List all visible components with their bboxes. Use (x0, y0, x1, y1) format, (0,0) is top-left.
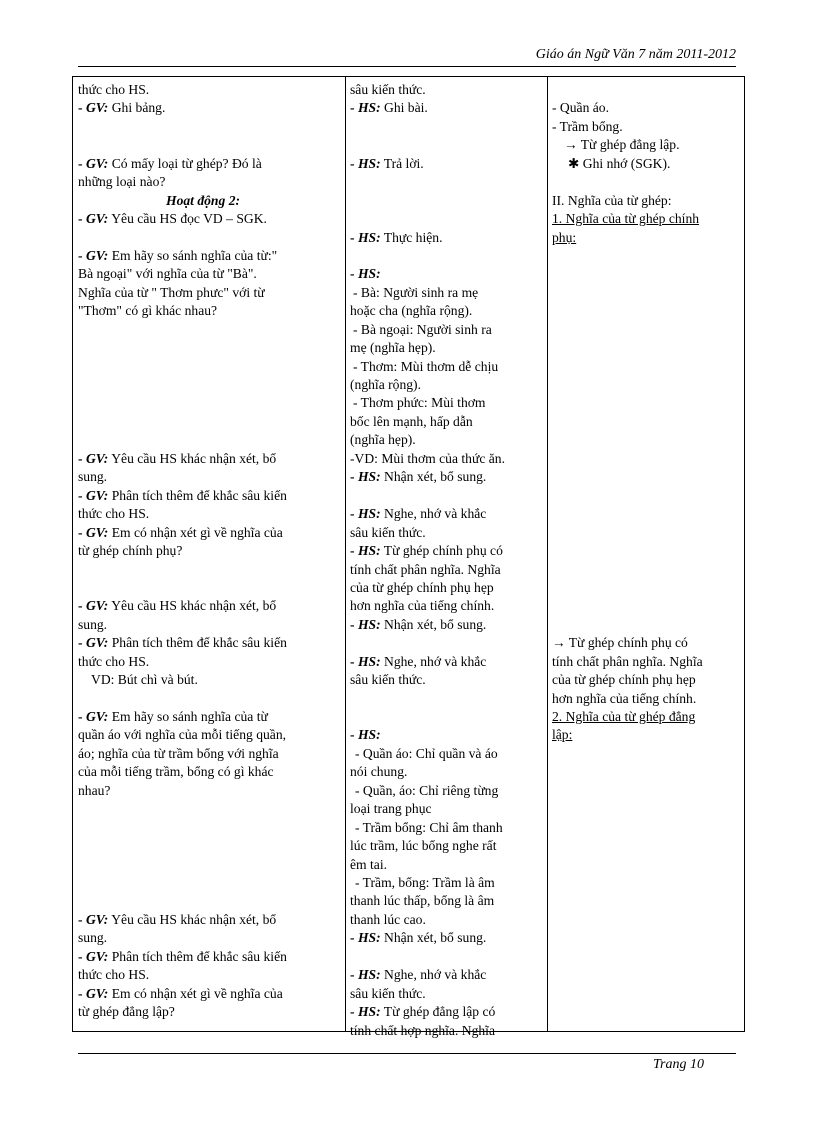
student-line: - Bà ngoại: Người sinh ra (353, 322, 492, 337)
teacher-line: thức cho HS. (78, 506, 150, 521)
subsection-heading: phụ: (552, 230, 577, 245)
subsection-heading: 2. Nghĩa của từ ghép đẳng (552, 709, 696, 724)
content-line: - Trầm bổng. (552, 119, 623, 134)
student-line: hoặc cha (nghĩa rộng). (350, 303, 473, 318)
teacher-line: - GV: Em có nhận xét gì về nghĩa của (78, 986, 283, 1001)
lesson-table (72, 76, 745, 1038)
teacher-line: nhau? (78, 783, 111, 798)
student-line: sâu kiến thức. (350, 672, 426, 687)
teacher-line: Nghĩa của từ " Thơm phưc" với từ (78, 285, 265, 300)
student-line: (nghĩa rộng). (350, 377, 421, 392)
page-number: Trang 10 (653, 1057, 704, 1072)
student-line: - HS: Từ ghép đẳng lập có (350, 1004, 496, 1019)
column-divider-1 (345, 77, 346, 1031)
student-line: - HS: Nhận xét, bổ sung. (350, 930, 487, 945)
student-line: tính chất phân nghĩa. Nghĩa (350, 562, 501, 577)
teacher-line: VD: Bút chì và bút. (91, 672, 198, 687)
teacher-line: quần áo với nghĩa của mỗi tiếng quần, (78, 727, 287, 742)
student-line: mẹ (nghĩa hẹp). (350, 340, 436, 355)
student-line: nói chung. (350, 764, 408, 779)
teacher-line: sung. (78, 469, 108, 484)
activity-heading: Hoạt động 2: (166, 193, 241, 208)
student-line: hơn nghĩa của tiếng chính. (350, 598, 495, 613)
teacher-line: - GV: Yêu cầu HS đọc VD – SGK. (78, 211, 267, 226)
content-line: → Từ ghép chính phụ có (552, 635, 688, 650)
content-line: hơn nghĩa của tiếng chính. (552, 691, 697, 706)
content-line: → Từ ghép đẳng lập. (564, 137, 680, 152)
student-line: - HS: Nhận xét, bổ sung. (350, 617, 487, 632)
subsection-heading: 1. Nghĩa của từ ghép chính (552, 211, 700, 226)
content-line: tính chất phân nghĩa. Nghĩa (552, 654, 703, 669)
student-line: - HS: Trả lời. (350, 156, 424, 171)
student-line: - Thơm phức: Mùi thơm (353, 395, 486, 410)
teacher-line: từ ghép đẳng lập? (78, 1004, 175, 1019)
student-line: - HS: Từ ghép chính phụ có (350, 543, 503, 558)
student-line: - HS: Ghi bài. (350, 100, 428, 115)
student-line: - HS: Nghe, nhớ và khắc (350, 967, 487, 982)
student-line: sâu kiến thức. (350, 986, 426, 1001)
teacher-line: - GV: Em hãy so sánh nghĩa của từ:" (78, 248, 278, 263)
teacher-line: thức cho HS. (78, 654, 150, 669)
teacher-line: áo; nghĩa của từ trầm bổng với nghĩa (78, 746, 279, 761)
student-line: - Trầm bổng: Chỉ âm thanh (355, 820, 503, 835)
student-line: - HS: Nhận xét, bổ sung. (350, 469, 487, 484)
student-line: - HS: Nghe, nhớ và khắc (350, 654, 487, 669)
teacher-line: "Thơm" có gì khác nhau? (78, 303, 218, 318)
student-line: thanh lúc thấp, bổng là âm (350, 893, 495, 908)
student-line: êm tai. (350, 857, 387, 872)
teacher-line: sung. (78, 930, 108, 945)
student-line: -VD: Mùi thơm của thức ăn. (350, 451, 505, 466)
student-line: bốc lên mạnh, hấp dẫn (350, 414, 473, 429)
header-rule (78, 66, 736, 67)
teacher-line: - GV: Yêu cầu HS khác nhận xét, bổ (78, 912, 277, 927)
column-divider-2 (547, 77, 548, 1031)
student-line: - HS: (350, 727, 381, 742)
teacher-line: thức cho HS. (78, 967, 150, 982)
teacher-line: - GV: Yêu cầu HS khác nhận xét, bổ (78, 451, 277, 466)
teacher-line: từ ghép chính phụ? (78, 543, 183, 558)
section-heading: II. Nghĩa của từ ghép: (552, 193, 672, 208)
content-line: - Quần áo. (552, 100, 609, 115)
subsection-heading: lập: (552, 727, 573, 742)
content-line: ✱ Ghi nhớ (SGK). (568, 156, 671, 171)
student-line: - Bà: Người sinh ra mẹ (353, 285, 479, 300)
student-line: - Quần, áo: Chỉ riêng từng (355, 783, 499, 798)
teacher-line: - GV: Em hãy so sánh nghĩa của từ (78, 709, 268, 724)
content-line: của từ ghép chính phụ hẹp (552, 672, 696, 687)
teacher-line: - GV: Yêu cầu HS khác nhận xét, bổ (78, 598, 277, 613)
student-line: sâu kiến thức. (350, 82, 426, 97)
student-line: - Quần áo: Chỉ quần và áo (355, 746, 498, 761)
teacher-line: - GV: Có mấy loại từ ghép? Đó là (78, 156, 262, 171)
student-line: thanh lúc cao. (350, 912, 426, 927)
teacher-line: sung. (78, 617, 108, 632)
student-line: tính chất hợp nghĩa. Nghĩa (350, 1023, 495, 1038)
teacher-line: - GV: Phân tích thêm để khắc sâu kiến (78, 488, 287, 503)
teacher-line: của mỗi tiếng trầm, bổng có gì khác (78, 764, 274, 779)
teacher-line: - GV: Phân tích thêm để khắc sâu kiến (78, 949, 287, 964)
student-line: - HS: Thực hiện. (350, 230, 443, 245)
student-line: - Trầm, bổng: Trầm là âm (355, 875, 495, 890)
student-line: - HS: (350, 266, 381, 281)
teacher-line: - GV: Phân tích thêm để khắc sâu kiến (78, 635, 287, 650)
teacher-line: thức cho HS. (78, 82, 150, 97)
teacher-line: - GV: Ghi bảng. (78, 100, 166, 115)
student-line: - HS: Nghe, nhớ và khắc (350, 506, 487, 521)
student-line: (nghĩa hẹp). (350, 432, 416, 447)
teacher-line: Bà ngoại" với nghĩa của từ "Bà". (78, 266, 257, 281)
footer-rule (78, 1053, 736, 1054)
student-line: lúc trầm, lúc bổng nghe rất (350, 838, 497, 853)
teacher-line: - GV: Em có nhận xét gì về nghĩa của (78, 525, 283, 540)
page-header: Giáo án Ngữ Văn 7 năm 2011-2012 (535, 47, 736, 62)
student-line: loại trang phục (350, 801, 432, 816)
student-line: sâu kiến thức. (350, 525, 426, 540)
student-line: - Thơm: Mùi thơm dễ chịu (353, 359, 499, 374)
teacher-line: những loại nào? (78, 174, 166, 189)
student-line: của từ ghép chính phụ hẹp (350, 580, 494, 595)
